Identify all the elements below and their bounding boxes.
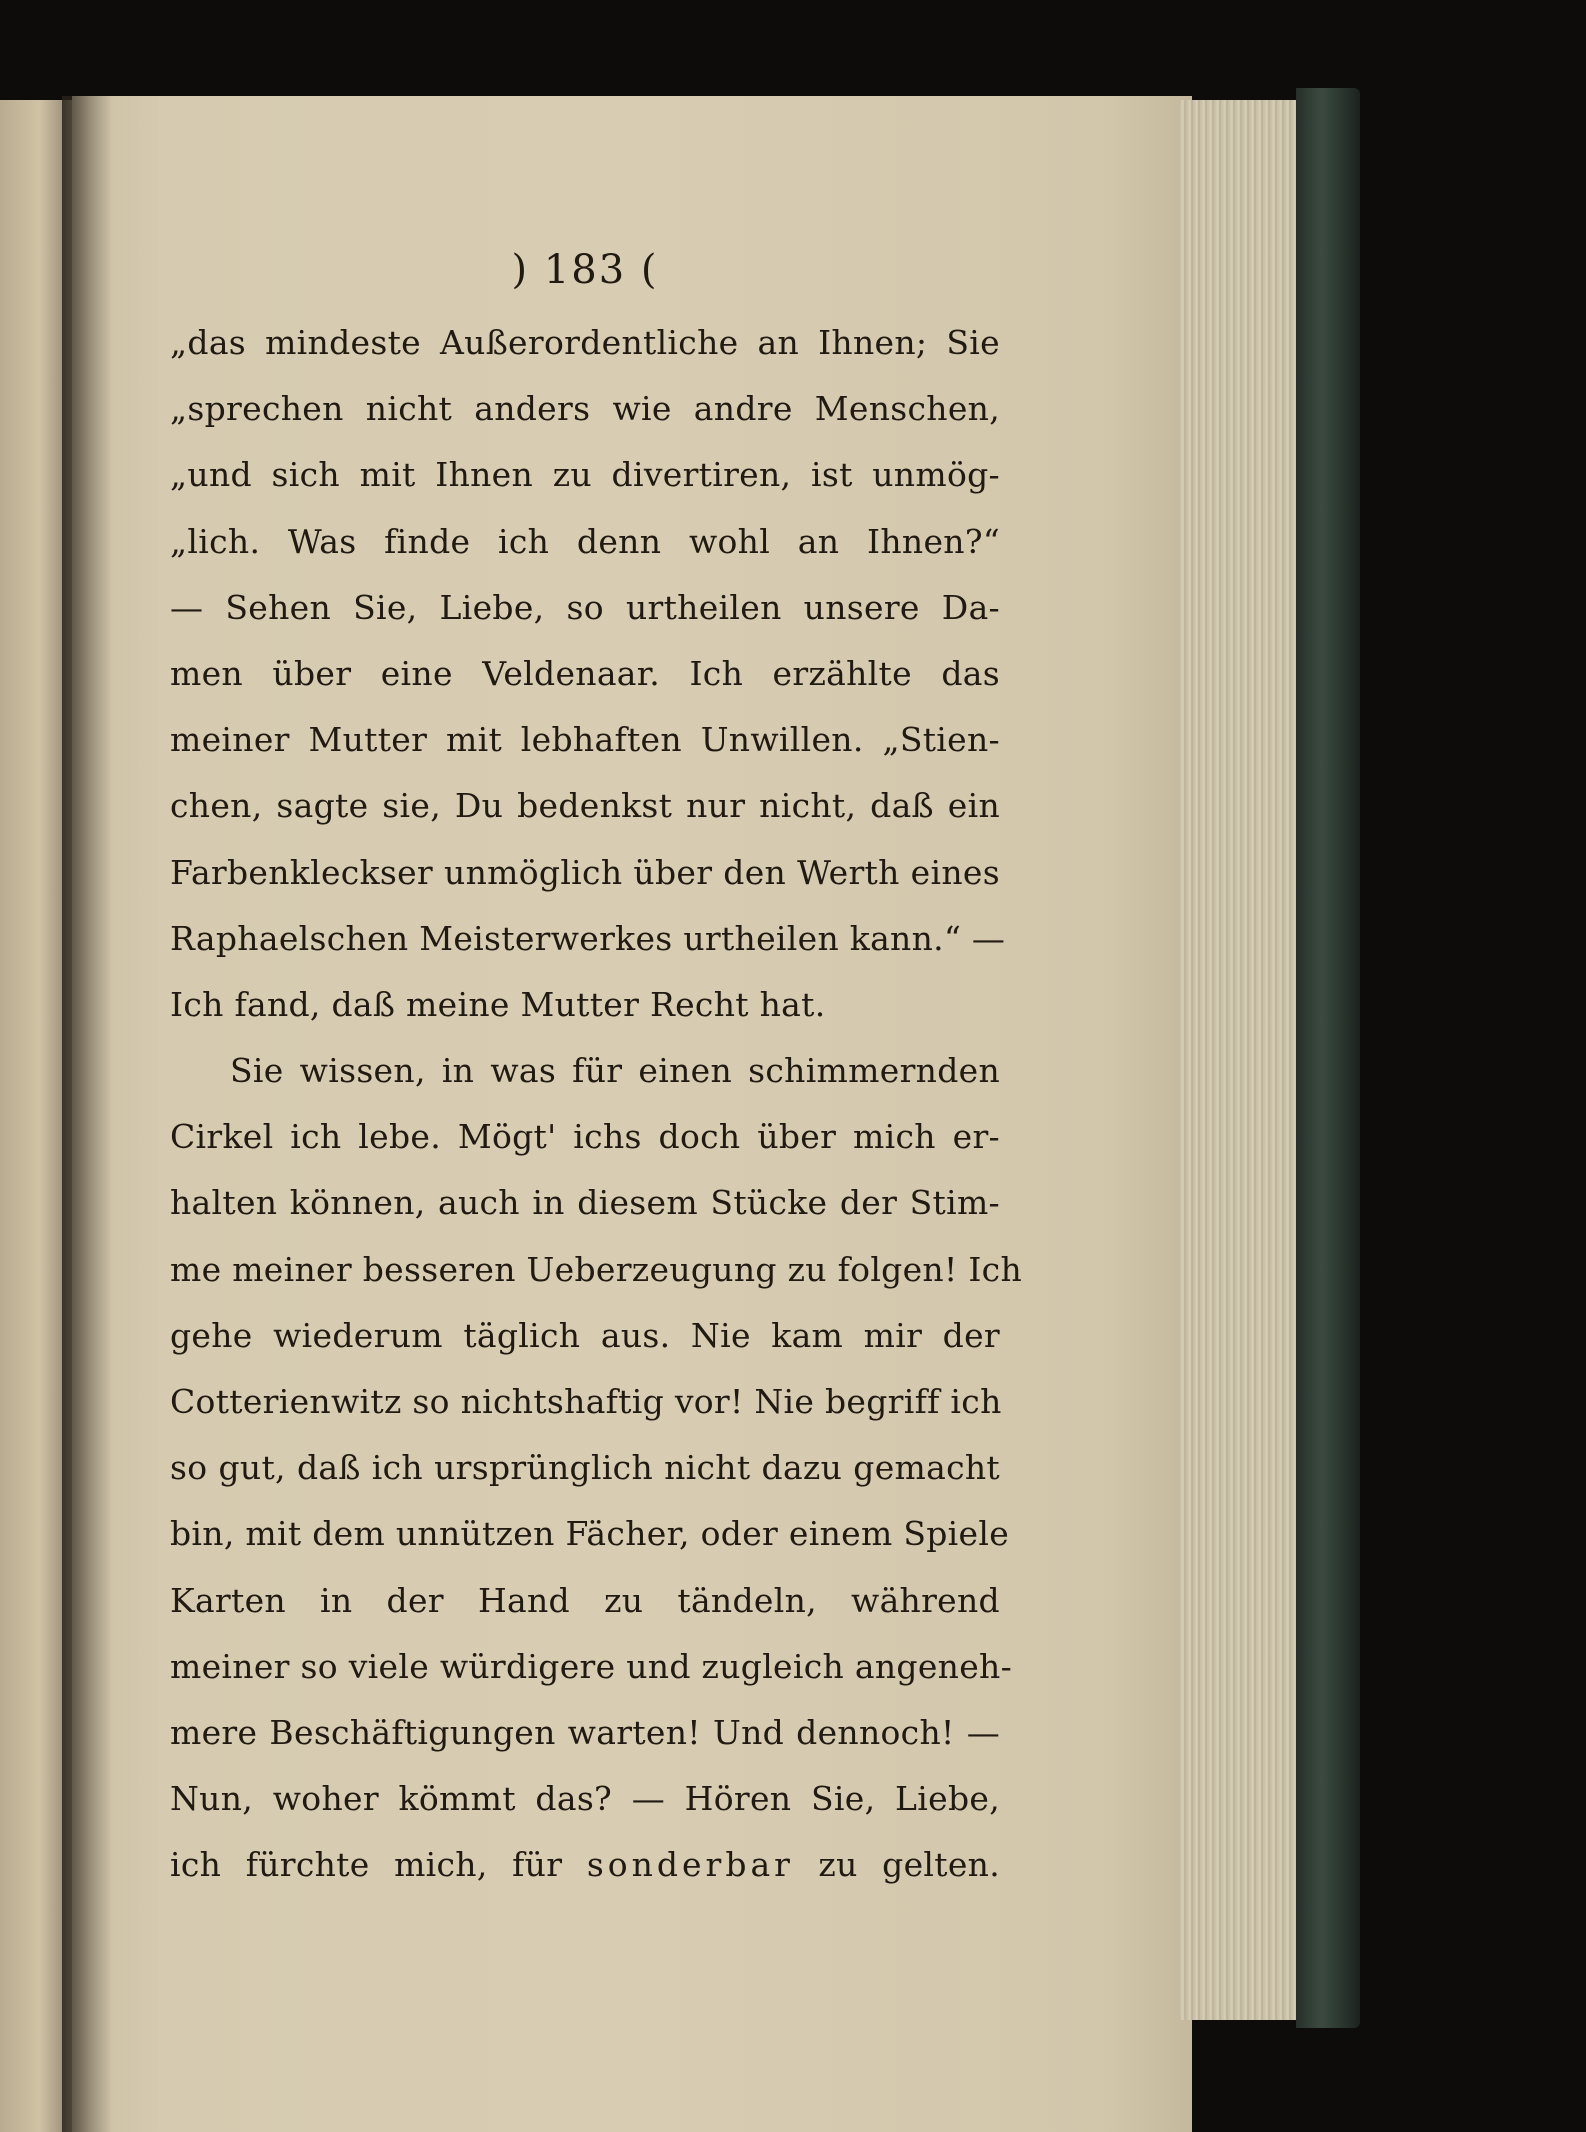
text-line: „das mindeste Außerordentliche an Ihnen; Sie bbox=[170, 323, 1000, 362]
text-line: halten können, auch in diesem Stücke der Stim- bbox=[170, 1183, 1000, 1223]
text-line: me meiner besseren Ueberzeugung zu folgen! Ich bbox=[170, 1249, 1023, 1289]
gutter-shadow bbox=[62, 96, 112, 2132]
text-line: „und sich mit Ihnen zu divertiren, ist unmög- bbox=[170, 455, 1000, 495]
last-text-line bbox=[170, 1832, 1000, 1898]
text-line: meiner so viele würdigere und zugleich angeneh- bbox=[170, 1646, 1013, 1686]
text-line: bin, mit dem unnützen Fächer, oder einem Spiele bbox=[170, 1514, 1010, 1554]
text-line: Cirkel ich lebe. Mögt' ichs doch über mich er- bbox=[170, 1117, 1000, 1157]
text-line: Raphaelschen Meisterwerkes urtheilen kann.“ — bbox=[170, 918, 1006, 958]
text-fragment: zu gelten. bbox=[818, 1845, 1000, 1885]
book-cover bbox=[1296, 88, 1360, 2028]
text-line: „lich. Was finde ich denn wohl an Ihnen?“ bbox=[170, 521, 1000, 561]
text-line: Farbenkleckser unmöglich über den Werth eines bbox=[170, 852, 1000, 892]
text-fragment: ich fürchte mich, für bbox=[170, 1845, 563, 1885]
text-line: Nun, woher kömmt das? — Hören Sie, Liebe, bbox=[170, 1779, 1000, 1819]
text-line: meiner Mutter mit lebhaften Unwillen. „Stien- bbox=[170, 720, 1000, 760]
text-line: Ich fand, daß meine Mutter Recht hat. bbox=[170, 984, 826, 1024]
text-line: Karten in der Hand zu tändeln, während bbox=[170, 1580, 1000, 1620]
page-edges bbox=[1180, 100, 1300, 2020]
text-line: Cotterienwitz so nichtshaftig vor! Nie begriff ich bbox=[170, 1382, 1002, 1421]
text-line: mere Beschäftigungen warten! Und dennoch! — bbox=[170, 1712, 1000, 1752]
paragraph-first-line: Sie wissen, in was für einen schimmernden bbox=[230, 1051, 1000, 1091]
text-line: chen, sagte sie, Du bedenkst nur nicht, daß ein bbox=[170, 786, 1000, 826]
text-line: so gut, daß ich ursprünglich nicht dazu gemacht bbox=[170, 1448, 1000, 1488]
text-line: gehe wiederum täglich aus. Nie kam mir der bbox=[170, 1315, 1000, 1355]
text-line: men über eine Veldenaar. Ich erzählte das bbox=[170, 653, 1000, 693]
text-line: — Sehen Sie, Liebe, so urtheilen unsere Da- bbox=[170, 587, 1000, 627]
running-head: ) 183 ( bbox=[511, 247, 659, 293]
text-line: „sprechen nicht anders wie andre Menschen, bbox=[170, 389, 1000, 429]
text-block bbox=[170, 247, 1023, 1899]
emphasized-word: sonderbar bbox=[586, 1845, 794, 1885]
